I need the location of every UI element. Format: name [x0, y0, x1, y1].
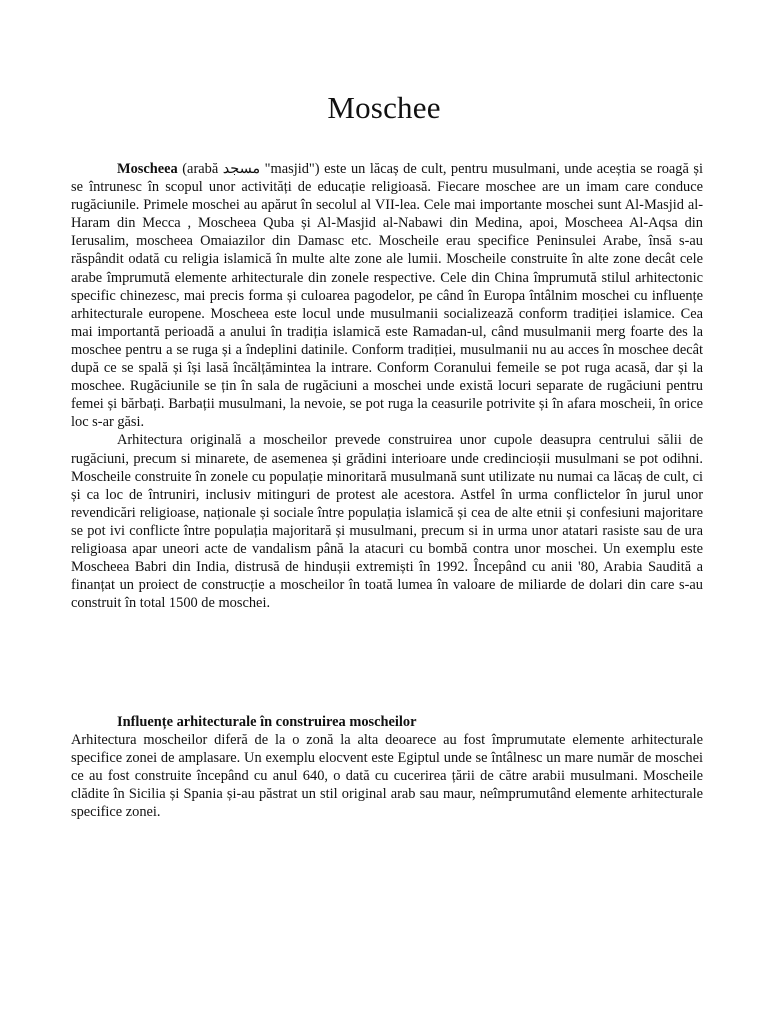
document-title: Moschee: [327, 90, 441, 125]
influences-section: [71, 713, 703, 822]
intro-paragraph: [71, 160, 703, 431]
section-paragraph: Arhitectura moscheilor diferă de la o zonă la alta deoarece au fost împrumutate elemente arhitecturale specifice zonei de amplasare. Un exemplu elocvent este Egiptul unde se întâlnesc un mare număr de moschei ce au fost construite începând cu anul 640, o dată cu cucerirea țării de către arabii musulmani. Moscheile clădite în Sicilia și Spania și-au păstrat un stil original arab sau maur, neîmprumutând elemente arhitecturale specifice zonei.: [71, 732, 703, 821]
architecture-paragraph: Arhitectura originală a moscheilor prevede construirea unor cupole deasupra centrului sălii de rugăciuni, precum si minarete, de asemenea și grădini interioare unde credincioșii musulmani se pot odihni. Moscheile construite în zonele cu populație minoritară musulmană sunt utilizate nu numai ca lăcaș de cult, ci și ca loc de întruniri, inclusiv mitinguri de protest ale acestora. Astfel în urma conflictelor în jurul unor revendicări religioase, naționale și sociale între populația islamică și cea de alte etnii și confesiuni majoritare se pot ivi conflicte între populația majoritară și musulmani, precum si in urma unor atatari rasiste sau de ura religioasa apar uneori acte de vandalism până la atacuri cu bombă contra unor moschei. Un exemplu este Moscheea Babri din India, distrusă de hindușii extremiști în 1992. Începând cu anii '80, Arabia Saudită a finanțat un proiect de construcție a moscheilor în toată lumea în valoare de miliarde de dolari din care s-au construit în total 1500 de moschei.: [71, 432, 703, 612]
section-heading: Influențe arhitecturale în construirea moscheilor: [117, 714, 417, 730]
main-text-block: [71, 160, 703, 612]
intro-text: (arabă مسجد "masjid") este un lăcaș de cult, pentru musulmani, unde aceștia se roagă și se întrunesc în scopul unor activități de educație religioasă. Fiecare moschee are un imam care conduce rugăciunile. Primele moschei au apărut în secolul al VII-lea. Cele mai importante moschei sunt Al-Masjid al-Haram din Mecca , Moscheea Quba și Al-Masjid al-Nabawi din Medina, apoi, Moscheea Al-Aqsa din Ierusalim, moscheea Omaiazilor din Damasc etc. Moscheile erau specifice Peninsulei Arabe, însă s-au răspândit odată cu religia islamică în multe alte zone ale lumii. Moscheile construite în alte zone decât cele arabe împrumută elemente arhitecturale din zonele respective. Cele din China împrumută stilul arhitectonic specific chinezesc, mai precis forma și culoarea pagodelor, pe când în Europa întâlnim moschei cu influențe arhitecturale europene. Moscheea este locul unde musulmanii socializează conform tradiției islamice. Cea mai importantă perioadă a anului în tradiția islamică este Ramadan-ul, când musulmanii merg foarte des la moschee pentru a se ruga și a îndeplini datinile. Conform tradiției, musulmanii nu au acces în moschee decât după ce se spală și își lasă încălțămintea la intrare. Conform Coranului femeile se pot ruga acasă, dar și la moschee. Rugăciunile se țin în sala de rugăciuni a moschei unde există locuri separate de rugăciuni pentru femei și bărbați. Barbații musulmani, la nevoie, se pot ruga la ceasurile potrivite și în afara moscheii, în orice loc s-ar găsi.: [71, 161, 704, 431]
lead-term: Moscheea: [117, 161, 178, 177]
